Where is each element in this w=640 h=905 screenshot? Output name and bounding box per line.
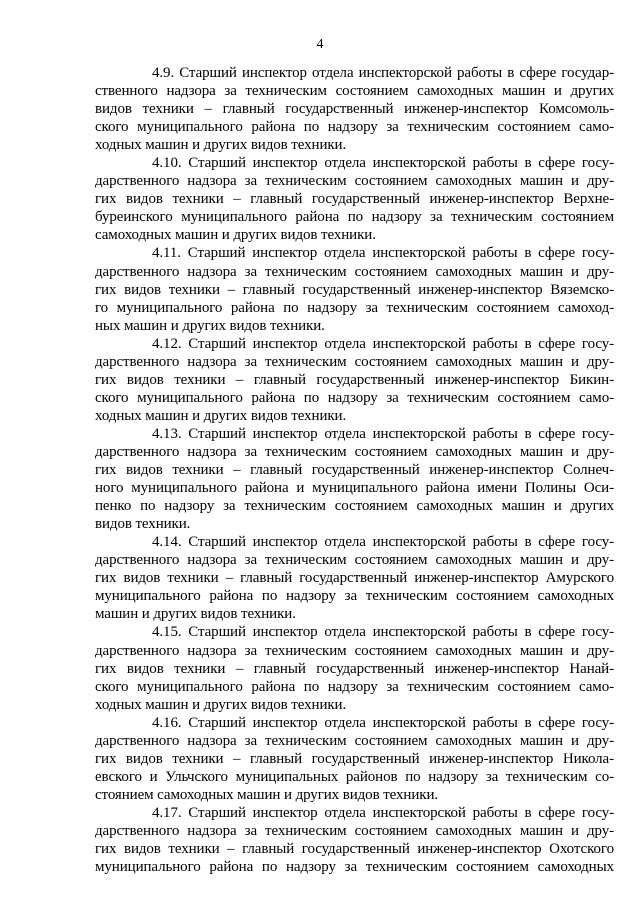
text-line: дарственного надзора за техническим состоянием самоходных машин и дру-: [95, 822, 614, 839]
text-line: ходных машин и других видов техники.: [95, 407, 347, 424]
text-line: ственного надзора за техническим состоянием самоходных машин и других: [95, 83, 614, 100]
text-line: муниципального района по надзору за техническим состоянием самоходных: [95, 588, 614, 605]
paragraph: [95, 244, 614, 334]
text-line: 4.9. Старший инспектор отдела инспекторской работы в сфере государ-: [152, 65, 614, 81]
text-line: гих видов техники – главный государственный инженер-инспектор Нанай-: [95, 660, 614, 677]
text-line: гих видов техники – главный государственный инженер-инспектор Верхне-: [95, 191, 614, 208]
text-line: 4.13. Старший инспектор отдела инспекторской работы в сфере госу-: [152, 425, 614, 442]
text-line: дарственного надзора за техническим состоянием самоходных машин и дру-: [95, 642, 614, 659]
paragraph: [95, 623, 614, 713]
text-line: ского муниципального района по надзору за техническим состоянием само-: [95, 389, 614, 406]
text-line: 4.16. Старший инспектор отдела инспекторской работы в сфере госу-: [152, 714, 614, 731]
paragraph: [95, 64, 614, 154]
text-line: гих видов техники – главный государственный инженер-инспектор Вяземско-: [95, 281, 614, 298]
document-body: [95, 64, 614, 876]
text-line: пенко по надзору за техническим состоянием самоходных машин и других: [95, 498, 614, 515]
text-line: ского муниципального района по надзору за техническим состоянием само-: [95, 678, 614, 695]
paragraph: [95, 154, 614, 244]
text-line: муниципального района по надзору за техническим состоянием самоходных: [95, 859, 614, 876]
text-line: самоходных машин и других видов техники.: [95, 227, 376, 244]
paragraph: [95, 804, 614, 876]
paragraph: [95, 335, 614, 425]
text-line: дарственного надзора за техническим состоянием самоходных машин и дру-: [95, 263, 614, 280]
text-line: дарственного надзора за техническим состоянием самоходных машин и дру-: [95, 353, 614, 370]
text-line: видов техники – главный государственный инженер-инспектор Комсомоль-: [95, 101, 614, 118]
text-line: ходных машин и других видов техники.: [95, 696, 347, 713]
text-line: ных машин и других видов техники.: [95, 317, 325, 334]
text-line: гих видов техники – главный государственный инженер-инспектор Никола-: [95, 750, 614, 767]
text-line: дарственного надзора за техническим состоянием самоходных машин и дру-: [95, 732, 614, 749]
text-line: гих видов техники – главный государственный инженер-инспектор Амурского: [95, 570, 614, 587]
text-line: ходных машин и других видов техники.: [95, 137, 347, 154]
text-line: стоянием самоходных машин и других видов техники.: [95, 786, 439, 803]
text-line: машин и других видов техники.: [95, 606, 296, 623]
text-line: видов техники.: [95, 516, 191, 533]
text-line: 4.17. Старший инспектор отдела инспекторской работы в сфере госу-: [152, 804, 614, 821]
text-line: 4.12. Старший инспектор отдела инспекторской работы в сфере госу-: [152, 335, 614, 352]
paragraph: [95, 533, 614, 623]
text-line: 4.11. Старший инспектор отдела инспекторской работы в сфере госу-: [152, 245, 614, 262]
text-line: буреинского муниципального района по надзору за техническим состоянием: [95, 209, 614, 226]
text-line: го муниципального района по надзору за техническим состоянием самоход-: [95, 299, 614, 316]
text-line: гих видов техники – главный государственный инженер-инспектор Солнеч-: [95, 462, 614, 479]
text-line: дарственного надзора за техническим состоянием самоходных машин и дру-: [95, 443, 614, 460]
text-line: дарственного надзора за техническим состоянием самоходных машин и дру-: [95, 552, 614, 569]
text-line: 4.15. Старший инспектор отдела инспекторской работы в сфере госу-: [152, 624, 614, 641]
text-line: ного муниципального района и муниципального района имени Полины Оси-: [95, 480, 614, 497]
text-line: 4.10. Старший инспектор отдела инспекторской работы в сфере госу-: [152, 155, 614, 172]
text-line: ского муниципального района по надзору за техническим состоянием само-: [95, 119, 614, 136]
text-line: 4.14. Старший инспектор отдела инспекторской работы в сфере госу-: [152, 534, 614, 551]
page-number: 4: [316, 37, 324, 52]
text-line: дарственного надзора за техническим состоянием самоходных машин и дру-: [95, 173, 614, 190]
paragraph: [95, 714, 614, 804]
text-line: гих видов техники – главный государственный инженер-инспектор Бикин-: [95, 371, 614, 388]
text-line: гих видов техники – главный государственный инженер-инспектор Охотского: [95, 841, 614, 858]
paragraph: [95, 425, 614, 533]
text-line: евского и Ульчского муниципальных районов по надзору за техническим со-: [95, 768, 614, 785]
